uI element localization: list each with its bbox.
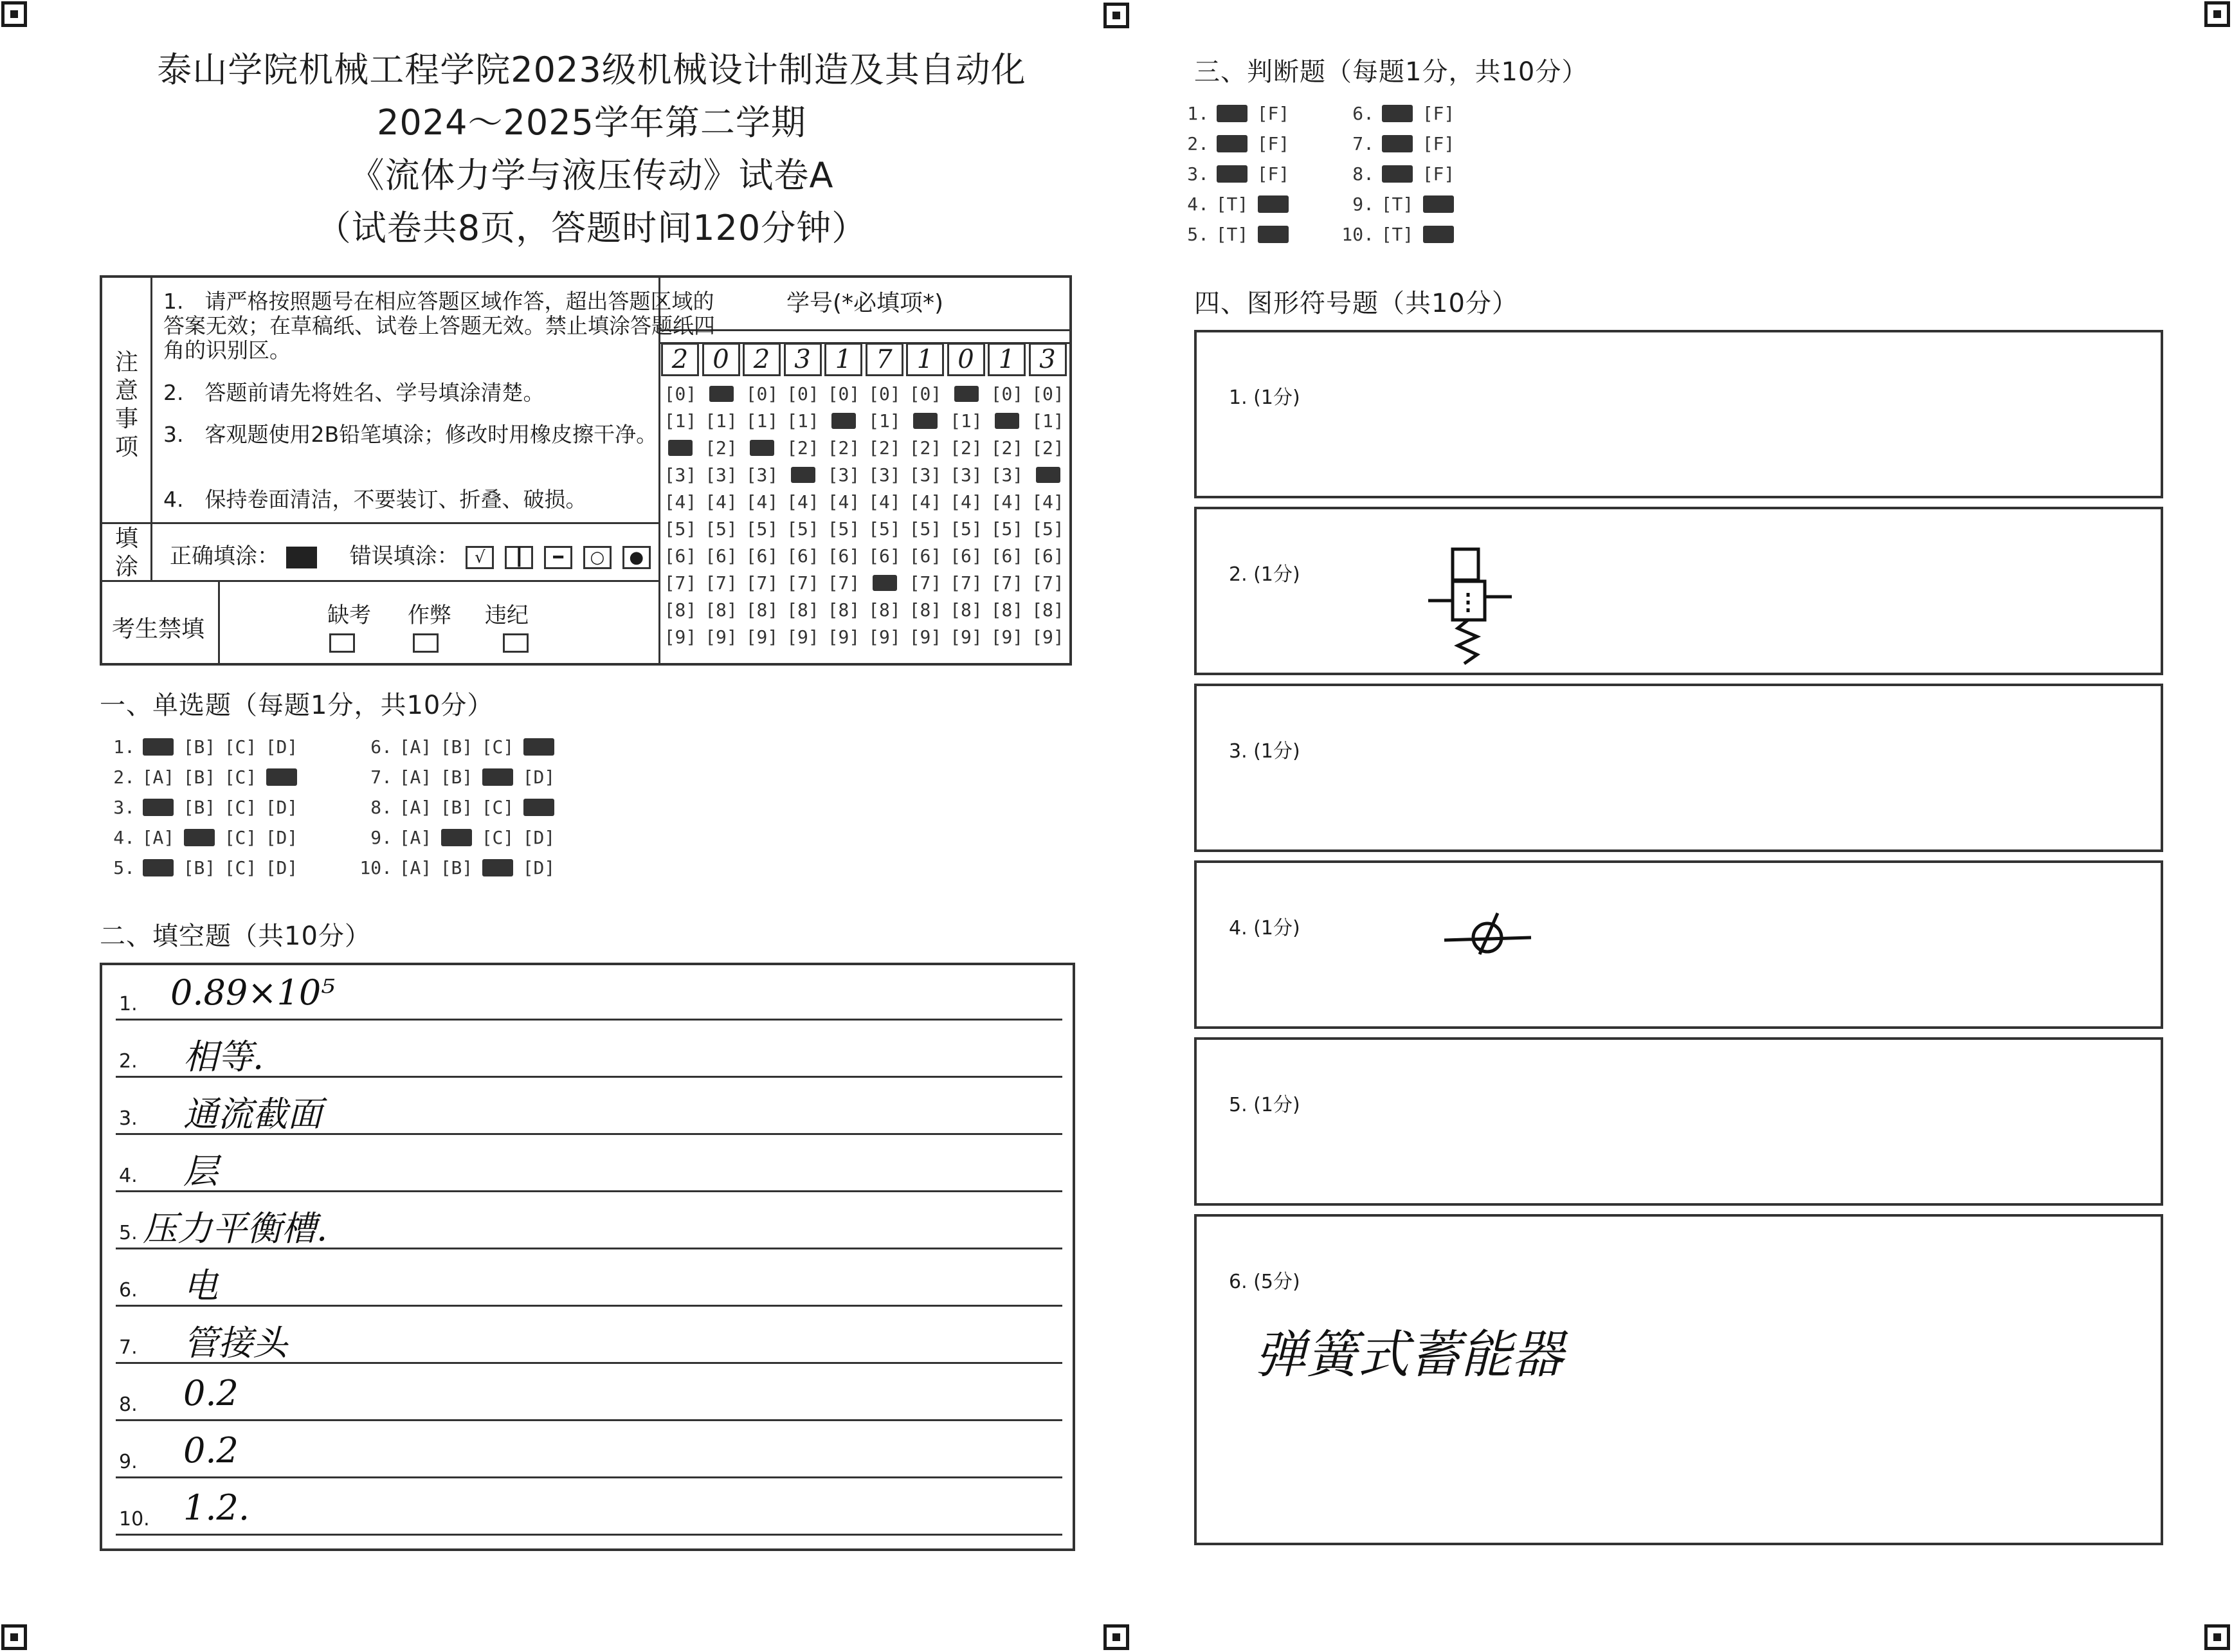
true-false-option-10-1[interactable] [1418, 224, 1459, 245]
id-bubble-col4-digit4[interactable]: [4] [786, 491, 819, 513]
id-bubble-col1-digit0[interactable]: [0] [664, 383, 697, 404]
wrong-mark-check: √ [466, 546, 494, 569]
corner-mark-top-center [1103, 3, 1129, 28]
single-choice-option-10-1[interactable]: [B] [440, 857, 473, 878]
id-bubble-col8-digit6[interactable]: [6] [950, 545, 983, 567]
student-id-digit-3: 2 [743, 343, 781, 376]
student-id-header: 学号(*必填项*) [786, 290, 944, 316]
true-false-question-number: 1. [1187, 103, 1209, 124]
id-bubble-col1-digit4[interactable]: [4] [664, 491, 697, 513]
fill-blank-number: 4. [119, 1165, 138, 1187]
id-bubble-col2-digit0[interactable] [703, 383, 740, 404]
true-false-question-number: 3. [1187, 163, 1209, 185]
notice-item-1: 1. 请严格按照题号在相应答题区域作答，超出答题区域的答案无效；在草稿纸、试卷上答题无效。禁止填涂答题纸四角的识别区。 [163, 289, 715, 363]
single-choice-option-7-2[interactable] [477, 767, 518, 788]
single-choice-option-8-1[interactable]: [B] [440, 797, 473, 818]
student-id-digit-10: 3 [1029, 343, 1067, 376]
single-choice-question-1 [96, 736, 302, 758]
true-false-option-6-0[interactable] [1377, 103, 1418, 124]
single-choice-option-9-1[interactable] [436, 827, 477, 848]
id-bubble-col8-digit5[interactable]: [5] [950, 518, 983, 540]
single-choice-option-3-2[interactable]: [C] [224, 797, 257, 818]
student-id-digit-4: 3 [784, 343, 822, 376]
graphic-symbol-label: 2. (1分) [1229, 563, 1300, 586]
id-bubble-col7-digit0[interactable]: [0] [909, 383, 942, 404]
forbid-label: 考生禁填 [112, 616, 205, 642]
id-bubble-col8-digit4[interactable]: [4] [950, 491, 983, 513]
true-false-question-number: 2. [1187, 133, 1209, 154]
id-bubble-col1-digit1[interactable]: [1] [664, 410, 697, 431]
single-choice-option-4-0[interactable]: [A] [141, 827, 175, 848]
id-bubble-col8-digit1[interactable]: [1] [950, 410, 983, 431]
fill-blank-number: 10. [119, 1508, 150, 1530]
true-false-option-4-1[interactable] [1253, 194, 1294, 215]
corner-mark-top-left [1, 1, 27, 27]
graphic-symbol-label: 3. (1分) [1229, 740, 1300, 763]
fill-side-label: 填涂 [114, 525, 138, 580]
id-bubble-col8-digit8[interactable]: [8] [950, 599, 983, 621]
id-bubble-col7-digit8[interactable]: [8] [909, 599, 942, 621]
id-bubble-col9-digit2[interactable]: [2] [990, 437, 1024, 458]
single-choice-option-8-3[interactable] [518, 797, 559, 818]
true-false-option-7-0[interactable] [1377, 133, 1418, 154]
id-bubble-col9-digit5[interactable]: [5] [990, 518, 1024, 540]
fill-blank-number: 8. [119, 1393, 138, 1416]
id-bubble-col6-digit1[interactable]: [1] [868, 410, 901, 431]
wrong-mark-dot: ● [622, 546, 651, 569]
id-bubble-col8-digit3[interactable]: [3] [950, 464, 983, 486]
true-false-question-6 [1336, 103, 1459, 124]
id-bubble-col6-digit6[interactable]: [6] [868, 545, 901, 567]
true-false-option-3-0[interactable] [1211, 163, 1253, 185]
single-choice-option-2-2[interactable]: [C] [224, 767, 257, 788]
id-bubble-col6-digit3[interactable]: [3] [868, 464, 901, 486]
valve-spring-symbol-icon [1422, 541, 1538, 670]
true-false-option-10-0[interactable]: [T] [1381, 224, 1414, 245]
single-choice-option-1-0[interactable] [138, 736, 179, 758]
fill-blank-line [116, 1305, 1062, 1307]
single-choice-option-5-0[interactable] [138, 857, 179, 878]
id-bubble-col1-digit5[interactable]: [5] [664, 518, 697, 540]
graphic-symbol-label: 5. (1分) [1229, 1094, 1300, 1116]
fill-blank-answer-9[interactable]: 0.2 [183, 1430, 239, 1471]
forbid-checkbox-violation[interactable] [503, 633, 529, 653]
single-choice-option-4-3[interactable]: [D] [265, 827, 298, 848]
fill-blank-answer-3[interactable]: 通流截面 [183, 1094, 322, 1134]
student-id-digit-7: 1 [906, 343, 944, 376]
id-bubble-col7-digit4[interactable]: [4] [909, 491, 942, 513]
id-bubble-col10-digit3[interactable] [1030, 464, 1067, 486]
single-choice-option-6-3[interactable] [518, 736, 559, 758]
correct-fill-sample [286, 547, 317, 568]
student-id-digit-2: 0 [702, 343, 740, 376]
id-bubble-col2-digit3[interactable]: [3] [705, 464, 738, 486]
true-false-question-number: 4. [1187, 194, 1209, 215]
id-bubble-col3-digit5[interactable]: [5] [745, 518, 779, 540]
id-bubble-col4-digit8[interactable]: [8] [786, 599, 819, 621]
id-bubble-col4-digit5[interactable]: [5] [786, 518, 819, 540]
id-bubble-col8-digit2[interactable]: [2] [950, 437, 983, 458]
single-choice-question-2 [96, 767, 302, 788]
wrong-mark-dash: ━ [544, 546, 572, 569]
graphic-symbol-label: 6. (5分) [1229, 1271, 1300, 1293]
single-choice-option-6-2[interactable]: [C] [481, 736, 514, 758]
single-choice-option-6-1[interactable]: [B] [440, 736, 473, 758]
id-bubble-col2-digit1[interactable]: [1] [705, 410, 738, 431]
id-bubble-col3-digit6[interactable]: [6] [745, 545, 779, 567]
single-choice-option-3-1[interactable]: [B] [183, 797, 216, 818]
id-bubble-col9-digit0[interactable]: [0] [990, 383, 1024, 404]
single-choice-option-10-0[interactable]: [A] [399, 857, 432, 878]
fill-blank-number: 9. [119, 1451, 138, 1473]
id-bubble-col6-digit9[interactable]: [9] [868, 626, 901, 648]
true-false-question-10 [1336, 224, 1459, 245]
wrong-mark-circle: ○ [583, 546, 612, 569]
id-bubble-col6-digit8[interactable]: [8] [868, 599, 901, 621]
student-id-digit-1: 2 [661, 343, 699, 376]
student-id-digit-5: 1 [824, 343, 862, 376]
true-false-option-1-1[interactable]: [F] [1257, 103, 1290, 124]
single-choice-option-10-2[interactable] [477, 857, 518, 878]
true-false-option-1-0[interactable] [1211, 103, 1253, 124]
id-bubble-col6-digit7[interactable] [866, 572, 903, 594]
id-bubble-col3-digit7[interactable]: [7] [745, 572, 779, 594]
fill-blank-answer-4[interactable]: 层 [183, 1151, 218, 1192]
check-valve-symbol-icon [1441, 902, 1544, 972]
id-bubble-col1-digit2[interactable] [662, 437, 699, 458]
true-false-question-8 [1336, 163, 1459, 185]
single-choice-question-8 [354, 797, 559, 818]
student-id-digit-8: 0 [947, 343, 985, 376]
graphic-symbol-box-6[interactable] [1194, 1214, 2163, 1545]
forbid-checkbox-cheat[interactable] [413, 633, 439, 653]
id-bubble-col8-digit0[interactable] [948, 383, 985, 404]
id-bubble-col5-digit0[interactable]: [0] [827, 383, 860, 404]
single-choice-question-9 [354, 827, 559, 848]
true-false-option-9-0[interactable]: [T] [1381, 194, 1414, 215]
section2-title: 二、填空题（共10分） [100, 921, 371, 951]
id-bubble-col3-digit3[interactable]: [3] [745, 464, 779, 486]
single-choice-question-number: 8. [370, 797, 392, 818]
section1-title: 一、单选题（每题1分，共10分） [100, 691, 494, 720]
correct-fill-label: 正确填涂： [170, 543, 279, 569]
single-choice-option-5-3[interactable]: [D] [265, 857, 298, 878]
graphic-symbol-box-4[interactable] [1194, 860, 2163, 1029]
id-bubble-col7-digit5[interactable]: [5] [909, 518, 942, 540]
fill-blank-number: 5. [119, 1222, 138, 1244]
single-choice-option-2-1[interactable]: [B] [183, 767, 216, 788]
fill-blank-answer-7[interactable]: 管接头 [183, 1323, 287, 1363]
id-bubble-col6-digit2[interactable]: [2] [868, 437, 901, 458]
true-false-option-6-1[interactable]: [F] [1422, 103, 1455, 124]
student-id-digit-6: 7 [866, 343, 903, 376]
true-false-question-number: 5. [1187, 224, 1209, 245]
id-bubble-col2-digit8[interactable]: [8] [705, 599, 738, 621]
id-bubble-col9-digit4[interactable]: [4] [990, 491, 1024, 513]
id-bubble-col1-digit9[interactable]: [9] [664, 626, 697, 648]
id-bubble-col6-digit5[interactable]: [5] [868, 518, 901, 540]
fill-blank-line [116, 1019, 1062, 1021]
single-choice-question-number: 3. [113, 797, 135, 818]
id-bubble-col7-digit7[interactable]: [7] [909, 572, 942, 594]
single-choice-option-7-0[interactable]: [A] [399, 767, 432, 788]
single-choice-option-9-3[interactable]: [D] [522, 827, 556, 848]
exam-title-line-3: 《流体力学与液压传动》试卷A [349, 155, 834, 195]
single-choice-option-4-2[interactable]: [C] [224, 827, 257, 848]
id-bubble-col9-digit7[interactable]: [7] [990, 572, 1024, 594]
id-bubble-col9-digit1[interactable] [988, 410, 1026, 431]
id-bubble-col3-digit0[interactable]: [0] [745, 383, 779, 404]
id-bubble-col3-digit9[interactable]: [9] [745, 626, 779, 648]
id-bubble-col10-digit9[interactable]: [9] [1031, 626, 1064, 648]
single-choice-option-2-0[interactable]: [A] [141, 767, 175, 788]
single-choice-question-5 [96, 857, 302, 878]
fill-blank-line [116, 1534, 1062, 1536]
true-false-option-8-1[interactable]: [F] [1422, 163, 1455, 185]
id-bubble-col8-digit9[interactable]: [9] [950, 626, 983, 648]
single-choice-option-3-3[interactable]: [D] [265, 797, 298, 818]
id-bubble-col10-digit2[interactable]: [2] [1031, 437, 1064, 458]
id-bubble-col7-digit3[interactable]: [3] [909, 464, 942, 486]
id-bubble-col9-digit3[interactable]: [3] [990, 464, 1024, 486]
id-bubble-col10-digit1[interactable]: [1] [1031, 410, 1064, 431]
true-false-question-number: 7. [1352, 133, 1374, 154]
single-choice-option-5-2[interactable]: [C] [224, 857, 257, 878]
single-choice-question-number: 10. [359, 857, 392, 878]
id-bubble-col3-digit2[interactable] [743, 437, 781, 458]
id-bubble-col3-digit1[interactable]: [1] [745, 410, 779, 431]
id-bubble-col10-digit7[interactable]: [7] [1031, 572, 1064, 594]
id-bubble-col10-digit6[interactable]: [6] [1031, 545, 1064, 567]
single-choice-question-number: 7. [370, 767, 392, 788]
true-false-question-7 [1336, 133, 1459, 154]
wrong-mark-bar: ┃ [505, 546, 533, 569]
corner-mark-bottom-left [1, 1624, 27, 1650]
single-choice-question-number: 5. [113, 857, 135, 878]
id-bubble-col2-digit7[interactable]: [7] [705, 572, 738, 594]
single-choice-option-1-3[interactable]: [D] [265, 736, 298, 758]
true-false-option-8-0[interactable] [1377, 163, 1418, 185]
id-bubble-col5-digit3[interactable]: [3] [827, 464, 860, 486]
true-false-option-2-1[interactable]: [F] [1257, 133, 1290, 154]
id-bubble-col4-digit9[interactable]: [9] [786, 626, 819, 648]
graphic-symbol-box-2[interactable] [1194, 507, 2163, 675]
fill-blank-number: 2. [119, 1050, 138, 1073]
id-bubble-col7-digit6[interactable]: [6] [909, 545, 942, 567]
fill-blank-line [116, 1476, 1062, 1478]
id-bubble-col6-digit4[interactable]: [4] [868, 491, 901, 513]
true-false-question-3 [1170, 163, 1294, 185]
true-false-question-number: 6. [1352, 103, 1374, 124]
single-choice-question-3 [96, 797, 302, 818]
notice-item-4: 4. 保持卷面清洁，不要装订、折叠、破损。 [163, 487, 587, 512]
id-bubble-col5-digit8[interactable]: [8] [827, 599, 860, 621]
corner-mark-bottom-right [2204, 1624, 2230, 1650]
single-choice-option-10-3[interactable]: [D] [522, 857, 556, 878]
true-false-question-4 [1170, 194, 1294, 215]
notice-side-label: 注意事项 [114, 349, 138, 460]
true-false-question-2 [1170, 133, 1294, 154]
fill-blank-answer-5[interactable]: 压力平衡槽. [143, 1208, 328, 1249]
single-choice-question-7 [354, 767, 559, 788]
true-false-option-7-1[interactable]: [F] [1422, 133, 1455, 154]
id-bubble-col10-digit8[interactable]: [8] [1031, 599, 1064, 621]
single-choice-option-1-2[interactable]: [C] [224, 736, 257, 758]
fill-example-row [170, 538, 655, 570]
single-choice-option-6-0[interactable]: [A] [399, 736, 432, 758]
single-choice-option-1-1[interactable]: [B] [183, 736, 216, 758]
id-bubble-col9-digit9[interactable]: [9] [990, 626, 1024, 648]
fill-blank-line [116, 1419, 1062, 1421]
single-choice-question-number: 6. [370, 736, 392, 758]
single-choice-question-4 [96, 827, 302, 848]
id-bubble-col4-digit7[interactable]: [7] [786, 572, 819, 594]
id-bubble-col5-digit7[interactable]: [7] [827, 572, 860, 594]
exam-title-line-1: 泰山学院机械工程学院2023级机械设计制造及其自动化 [157, 50, 1026, 90]
forbid-option-cheat-label: 作弊 [408, 603, 451, 628]
true-false-question-number: 8. [1352, 163, 1374, 185]
id-bubble-col2-digit5[interactable]: [5] [705, 518, 738, 540]
true-false-option-2-0[interactable] [1211, 133, 1253, 154]
id-bubble-col4-digit1[interactable]: [1] [786, 410, 819, 431]
id-bubble-col10-digit5[interactable]: [5] [1031, 518, 1064, 540]
single-choice-option-8-0[interactable]: [A] [399, 797, 432, 818]
student-id-digit-9: 1 [988, 343, 1026, 376]
id-bubble-col9-digit6[interactable]: [6] [990, 545, 1024, 567]
fill-blank-number: 7. [119, 1336, 138, 1359]
id-bubble-col7-digit9[interactable]: [9] [909, 626, 942, 648]
graphic-symbol-label: 1. (1分) [1229, 386, 1300, 409]
id-bubble-col5-digit5[interactable]: [5] [827, 518, 860, 540]
single-choice-option-4-1[interactable] [179, 827, 220, 848]
id-bubble-col5-digit6[interactable]: [6] [827, 545, 860, 567]
single-choice-question-number: 1. [113, 736, 135, 758]
graphic-symbol-label: 4. (1分) [1229, 917, 1300, 939]
fill-blank-answer-2[interactable]: 相等. [183, 1037, 264, 1077]
single-choice-question-number: 9. [370, 827, 392, 848]
id-bubble-col3-digit8[interactable]: [8] [745, 599, 779, 621]
corner-mark-bottom-center [1103, 1624, 1129, 1650]
id-bubble-col2-digit9[interactable]: [9] [705, 626, 738, 648]
fill-blank-number: 6. [119, 1279, 138, 1302]
forbid-option-violation-label: 违纪 [485, 603, 529, 628]
id-bubble-col4-digit0[interactable]: [0] [786, 383, 819, 404]
id-bubble-col7-digit2[interactable]: [2] [909, 437, 942, 458]
id-bubble-col4-digit6[interactable]: [6] [786, 545, 819, 567]
section3-title: 三、判断题（每题1分，共10分） [1194, 57, 1588, 87]
id-bubble-col2-digit4[interactable]: [4] [705, 491, 738, 513]
id-bubble-col3-digit4[interactable]: [4] [745, 491, 779, 513]
fill-blank-number: 1. [119, 993, 138, 1015]
fill-blank-line [116, 1190, 1062, 1192]
id-bubble-col7-digit1[interactable] [907, 410, 944, 431]
true-false-option-5-0[interactable]: [T] [1215, 224, 1249, 245]
single-choice-option-9-2[interactable]: [C] [481, 827, 514, 848]
id-bubble-col1-digit8[interactable]: [8] [664, 599, 697, 621]
id-bubble-col1-digit6[interactable]: [6] [664, 545, 697, 567]
id-bubble-col4-digit3[interactable] [785, 464, 822, 486]
true-false-question-number: 10. [1341, 224, 1374, 245]
single-choice-option-9-0[interactable]: [A] [399, 827, 432, 848]
true-false-option-5-1[interactable] [1253, 224, 1294, 245]
fill-blank-answer-8[interactable]: 0.2 [183, 1373, 239, 1413]
id-bubble-col5-digit4[interactable]: [4] [827, 491, 860, 513]
true-false-question-5 [1170, 224, 1294, 245]
id-bubble-col1-digit3[interactable]: [3] [664, 464, 697, 486]
id-bubble-col5-digit2[interactable]: [2] [827, 437, 860, 458]
forbid-option-absent-label: 缺考 [327, 603, 371, 628]
id-bubble-col2-digit6[interactable]: [6] [705, 545, 738, 567]
wrong-fill-label: 错误填涂： [349, 543, 459, 569]
single-choice-question-10 [354, 857, 559, 878]
id-bubble-col4-digit2[interactable]: [2] [786, 437, 819, 458]
single-choice-option-7-3[interactable]: [D] [522, 767, 556, 788]
graphic-symbol-answer-6: 弹簧式蓄能器 [1255, 1325, 1563, 1384]
corner-mark-top-right [2204, 1, 2230, 27]
id-bubble-col10-digit0[interactable]: [0] [1031, 383, 1064, 404]
true-false-option-4-0[interactable]: [T] [1215, 194, 1249, 215]
section4-title: 四、图形符号题（共10分） [1194, 289, 1518, 318]
id-bubble-col9-digit8[interactable]: [8] [990, 599, 1024, 621]
id-bubble-col6-digit0[interactable]: [0] [868, 383, 901, 404]
fill-blank-answer-10[interactable]: 1.2. [183, 1487, 250, 1528]
fill-blank-answer-6[interactable]: 电 [183, 1266, 218, 1306]
graphic-symbol-box-1[interactable] [1194, 330, 2163, 498]
forbid-checkbox-absent[interactable] [329, 633, 355, 653]
notice-item-3: 3. 客观题使用2B铅笔填涂；修改时用橡皮擦干净。 [163, 422, 658, 447]
true-false-option-9-1[interactable] [1418, 194, 1459, 215]
id-bubble-col10-digit4[interactable]: [4] [1031, 491, 1064, 513]
fill-blank-number: 3. [119, 1107, 138, 1130]
id-bubble-col2-digit2[interactable]: [2] [705, 437, 738, 458]
single-choice-option-2-3[interactable] [261, 767, 302, 788]
notice-item-2: 2. 答题前请先将姓名、学号填涂清楚。 [163, 380, 545, 405]
single-choice-option-8-2[interactable]: [C] [481, 797, 514, 818]
exam-title-line-4: （试卷共8页，答题时间120分钟） [316, 208, 867, 248]
graphic-symbol-box-5[interactable] [1194, 1037, 2163, 1206]
single-choice-option-3-0[interactable] [138, 797, 179, 818]
graphic-symbol-box-3[interactable] [1194, 684, 2163, 852]
true-false-option-3-1[interactable]: [F] [1257, 163, 1290, 185]
single-choice-option-5-1[interactable]: [B] [183, 857, 216, 878]
single-choice-question-number: 2. [113, 767, 135, 788]
id-bubble-col8-digit7[interactable]: [7] [950, 572, 983, 594]
exam-title-line-2: 2024～2025学年第二学期 [377, 102, 806, 143]
id-bubble-col1-digit7[interactable]: [7] [664, 572, 697, 594]
id-bubble-col5-digit1[interactable] [825, 410, 862, 431]
true-false-question-1 [1170, 103, 1294, 124]
single-choice-question-6 [354, 736, 559, 758]
true-false-question-9 [1336, 194, 1459, 215]
single-choice-option-7-1[interactable]: [B] [440, 767, 473, 788]
id-bubble-col5-digit9[interactable]: [9] [827, 626, 860, 648]
single-choice-question-number: 4. [113, 827, 135, 848]
fill-blank-answer-1[interactable]: 0.89×10⁵ [170, 972, 335, 1013]
true-false-question-number: 9. [1352, 194, 1374, 215]
